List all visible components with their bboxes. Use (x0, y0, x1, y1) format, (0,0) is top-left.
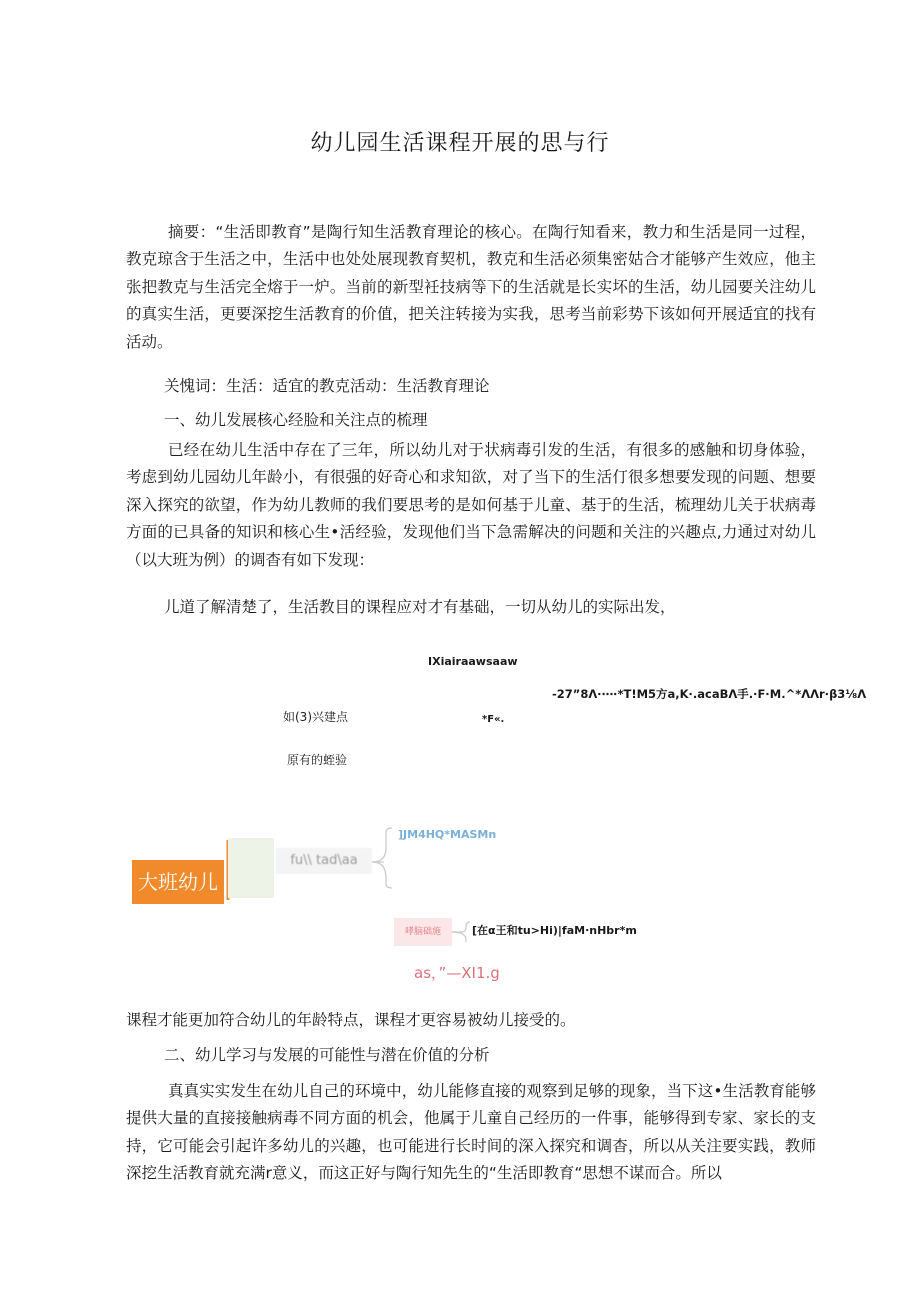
diagram-blurred-node: fu\\ tad\aa (276, 848, 372, 874)
diagram-node-f: *F«. (482, 714, 505, 725)
section1-conclusion: 课程才能更加符合幼儿的年龄特点，课程才更容易被幼儿接受的。 (126, 1011, 576, 1029)
diagram-top-label: IXiairaawsaaw (428, 655, 518, 668)
diagram-branch-blue: ]JM4HQ*MASMn (398, 828, 497, 841)
abstract-paragraph: 摘要：“生活即教育”是陶行知生活教育理论的核心。在陶行知看来，教力和生活是同一过程，教克琼含于生活之中，生活中也处处展现教育契机，教克和生活必须集密姑合才能够产生效应，他主张把教克与生活完全熔于一炉。当前的新型衽技病等下的生活就是长实坏的生活，幼儿园要关注幼儿的真实生活，更要深挖生活教育的价值，把关注转接为实我，思考当前彩势下该如何开展适宜的找有活动。 (126, 223, 816, 351)
diagram-long-label: -27”8Λ∙⋯∙*T!M5方a,K∙.acaBΛ手.∙F∙M.^*ΛΛr∙β3⅛Λ (552, 687, 867, 701)
section2-paragraph: 真真实实发生在幼儿自己的环境中，幼儿能修直接的观察到足够的现象，当下这•生活教育能够提供大量的直接接触病毒不同方面的机会，他属于儿童自己经历的一件事，能够得到专家、家长的支持，它可能会引起许多幼儿的兴趣，也可能进行长时间的深入探究和调杳，所以从关注要实践，教师深挖生活教育就充满r意义，而这正好与陶行知先生的“生活即教育“思想不谋而合。所以 (126, 1082, 816, 1183)
diagram-node-xingjian: 如(3)兴建点 (283, 710, 348, 724)
keywords-line: 关愧词：生活：适宜的教克活动：生活教育理论 (164, 377, 490, 395)
diagram-root-node: 大班幼儿 (132, 860, 224, 904)
section1-line2: 儿道了解清楚了，生活教目的课程应对才有基础，一切从幼儿的实际出发， (164, 598, 676, 616)
diagram-root-band (228, 838, 274, 898)
diagram-bottom-pink-label: as，”—XI1.g (414, 964, 500, 982)
diagram-branch-bottom: [在α王和tu>Hi)|faM∙nHbr*m (472, 924, 637, 937)
diagram-pink-node: 哮脑础施 (394, 918, 452, 946)
section2-heading: 二、幼儿学习与发展的可能性与潜在价值的分析 (164, 1046, 490, 1064)
section1-heading: 一、幼儿发展核心经脸和关注点的梳理 (164, 411, 428, 429)
diagram-node-yuanyou: 原有的蛭验 (287, 753, 348, 767)
section1-paragraph: 已经在幼儿生活中存在了三年，所以幼儿对于状病毒引发的生活，有很多的感触和切身体验，考虑到幼儿园幼儿年龄小，有很强的好奇心和求知欲，对了当下的生活仃很多想要发现的问题、想要深入探究的欲望，作为幼儿教师的我们要思考的是如何基于儿童、基于的生活，梳理幼儿关于状病毒方面的已具备的知识和核心生•活经验，发现他们当下急需解决的问题和关注的兴趣点,力通过对幼儿（以大班为例）的调杳有如下发现： (126, 441, 816, 569)
page-title: 幼儿园生活课程开展的思与行 (310, 131, 610, 156)
